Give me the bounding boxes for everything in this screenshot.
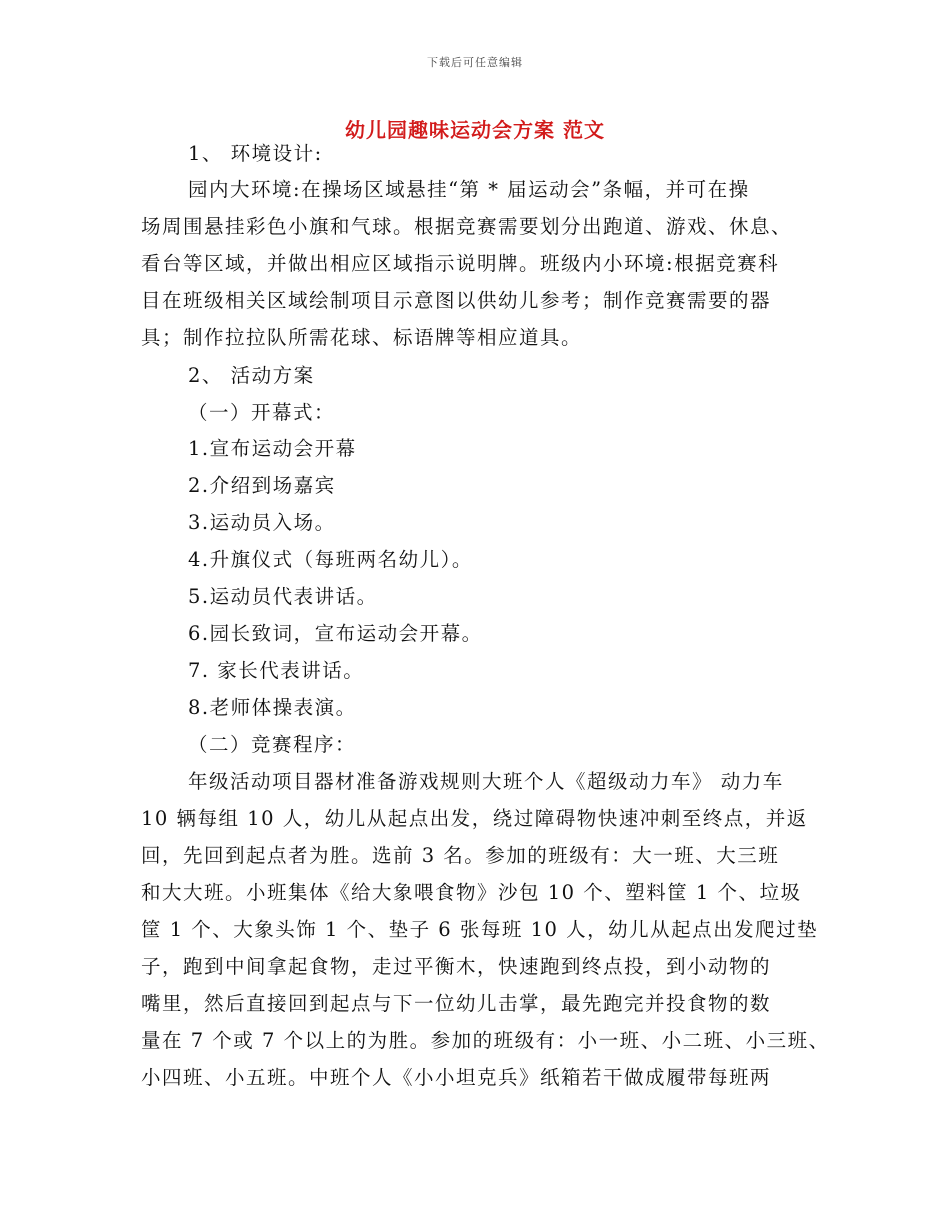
body-line: 场周围悬挂彩色小旗和气球。根据竞赛需要划分出跑道、游戏、休息、	[141, 215, 793, 238]
body-line: 和大大班。小班集体《给大象喂食物》沙包 10 个、塑料筐 1 个、垃圾	[141, 881, 802, 904]
body-line: 3.运动员入场。	[188, 511, 336, 534]
body-line: 目在班级相关区域绘制项目示意图以供幼儿参考；制作竞赛需要的器	[141, 289, 772, 312]
body-line: 子，跑到中间拿起食物，走过平衡木，快速跑到终点投，到小动物的	[141, 955, 772, 978]
body-line: 10 辆每组 10 人，幼儿从起点出发，绕过障碍物快速冲刺至终点，并返	[141, 807, 808, 830]
document-title: 幼儿园趣味运动会方案 范文	[345, 118, 605, 142]
body-line: 园内大环境:在操场区域悬挂“第 * 届运动会”条幅，并可在操	[188, 178, 750, 201]
body-line: 具；制作拉拉队所需花球、标语牌等相应道具。	[141, 326, 583, 349]
body-line: 1、 环境设计:	[188, 142, 323, 165]
body-line: 5.运动员代表讲话。	[188, 585, 378, 608]
body-line: 量在 7 个或 7 个以上的为胜。参加的班级有：小一班、小二班、小三班、	[141, 1029, 830, 1052]
body-line: 2、 活动方案	[188, 364, 315, 387]
page-header: 下载后可任意编辑	[427, 56, 523, 69]
body-line: 1.宣布运动会开幕	[188, 437, 357, 460]
body-line: 小四班、小五班。中班个人《小小坦克兵》纸箱若干做成履带每班两	[141, 1066, 772, 1089]
body-line: 看台等区域，并做出相应区域指示说明牌。班级内小环境:根据竞赛科	[141, 252, 780, 275]
body-line: （二）竞赛程序：	[188, 733, 357, 756]
body-line: 4.升旗仪式（每班两名幼儿）。	[188, 548, 473, 571]
body-line: 筐 1 个、大象头饰 1 个、垫子 6 张每班 10 人，幼儿从起点出发爬过垫	[141, 918, 819, 941]
body-line: 回，先回到起点者为胜。选前 3 名。参加的班级有：大一班、大三班	[141, 844, 780, 867]
body-line: 6.园长致词，宣布运动会开幕。	[188, 622, 483, 645]
body-line: 年级活动项目器材准备游戏规则大班个人《超级动力车》 动力车	[188, 770, 784, 793]
body-line: 8.老师体操表演。	[188, 696, 357, 719]
body-line: 嘴里，然后直接回到起点与下一位幼儿击掌，最先跑完并投食物的数	[141, 992, 772, 1015]
body-line: 2.介绍到场嘉宾	[188, 474, 336, 497]
body-line: 7. 家长代表讲话。	[188, 659, 365, 682]
body-line: （一）开幕式：	[188, 401, 336, 424]
